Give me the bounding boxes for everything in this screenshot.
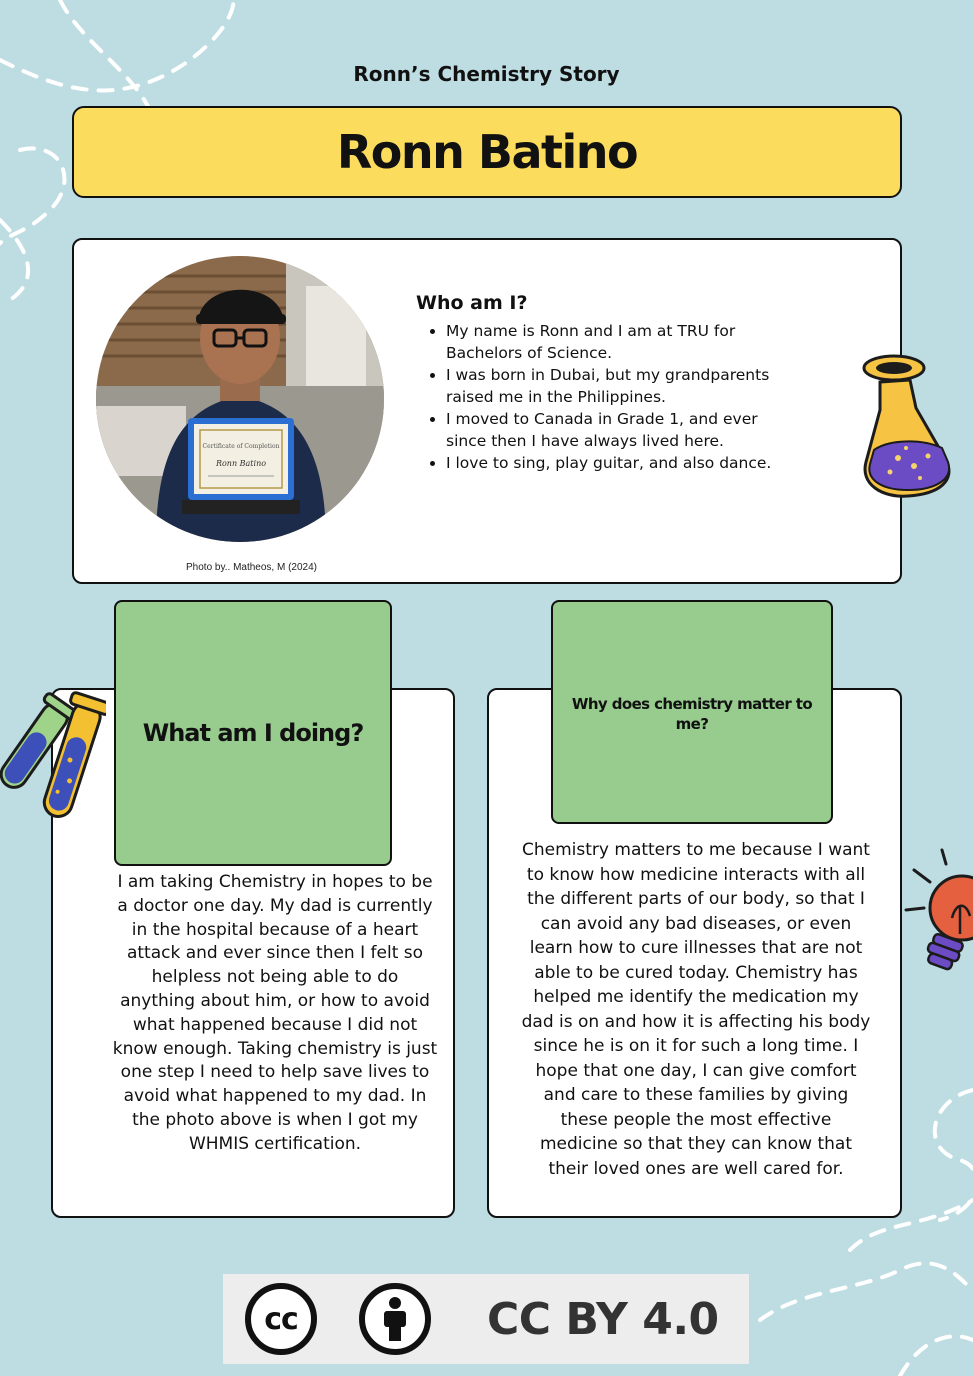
title-banner xyxy=(72,106,902,198)
profile-photo xyxy=(96,256,384,542)
cc-icon xyxy=(245,1283,317,1355)
who-am-i-heading: Who am I? xyxy=(416,292,528,314)
lightbulb-icon xyxy=(900,846,973,980)
what-am-i-doing-text: I am taking Chemistry in hopes to be a doctor one day. My dad is currently in the hospital because of a heart attack and ever since then I felt so helpless not being able to do anything about him, or how to avoid what happened because I did not know enough. Taking chemistry is just one step I need to help save lives to avoid what happened to my dad. In the photo above is when I got my WHMIS certification. xyxy=(112,872,438,1154)
attribution-icon xyxy=(359,1283,431,1355)
who-am-i-list xyxy=(416,320,796,474)
page-title: Ronn Batino xyxy=(336,125,638,179)
why-chemistry-matters-title: Why does chemistry matter to me? xyxy=(571,695,813,733)
list-item: • I love to sing, play guitar, and also dance. xyxy=(446,452,796,474)
why-chemistry-matters-heading xyxy=(551,600,833,824)
photo-caption: Photo by.. Matheos, M (2024) xyxy=(186,562,317,573)
why-chemistry-matters-text: Chemistry matters to me because I want to know how medicine interacts with all the different parts of our body, so that I can avoid any bad diseases, or even learn how to cure illnesses that are not able to be cured today. Chemistry has helped me identify the medication my dad is on and how it is affecting his body since he is on it for such a long time. I hope that one day, I can give comfort and care to these families by giving these people the most effective medicine so that they can know that their loved ones are well cared for. xyxy=(521,840,871,1179)
page-subtitle: Ronn’s Chemistry Story xyxy=(353,62,620,86)
list-item: • I moved to Canada in Grade 1, and ever since then I have always lived here. xyxy=(446,408,796,452)
license-text: CC BY 4.0 xyxy=(487,1293,719,1345)
what-am-i-doing-heading: What am I doing? xyxy=(114,600,392,866)
flask-icon xyxy=(858,352,958,502)
list-item: • I was born in Dubai, but my grandparents raised me in the Philippines. xyxy=(446,364,796,408)
list-item: • My name is Ronn and I am at TRU for Bachelors of Science. xyxy=(446,320,796,364)
photo-certificate-name: Ronn Batino xyxy=(215,459,267,468)
cc-icon-label: cc xyxy=(264,1301,298,1337)
test-tubes-icon xyxy=(0,690,106,834)
photo-certificate-heading: Certificate of Completion xyxy=(202,443,280,450)
license-badge xyxy=(223,1274,749,1364)
